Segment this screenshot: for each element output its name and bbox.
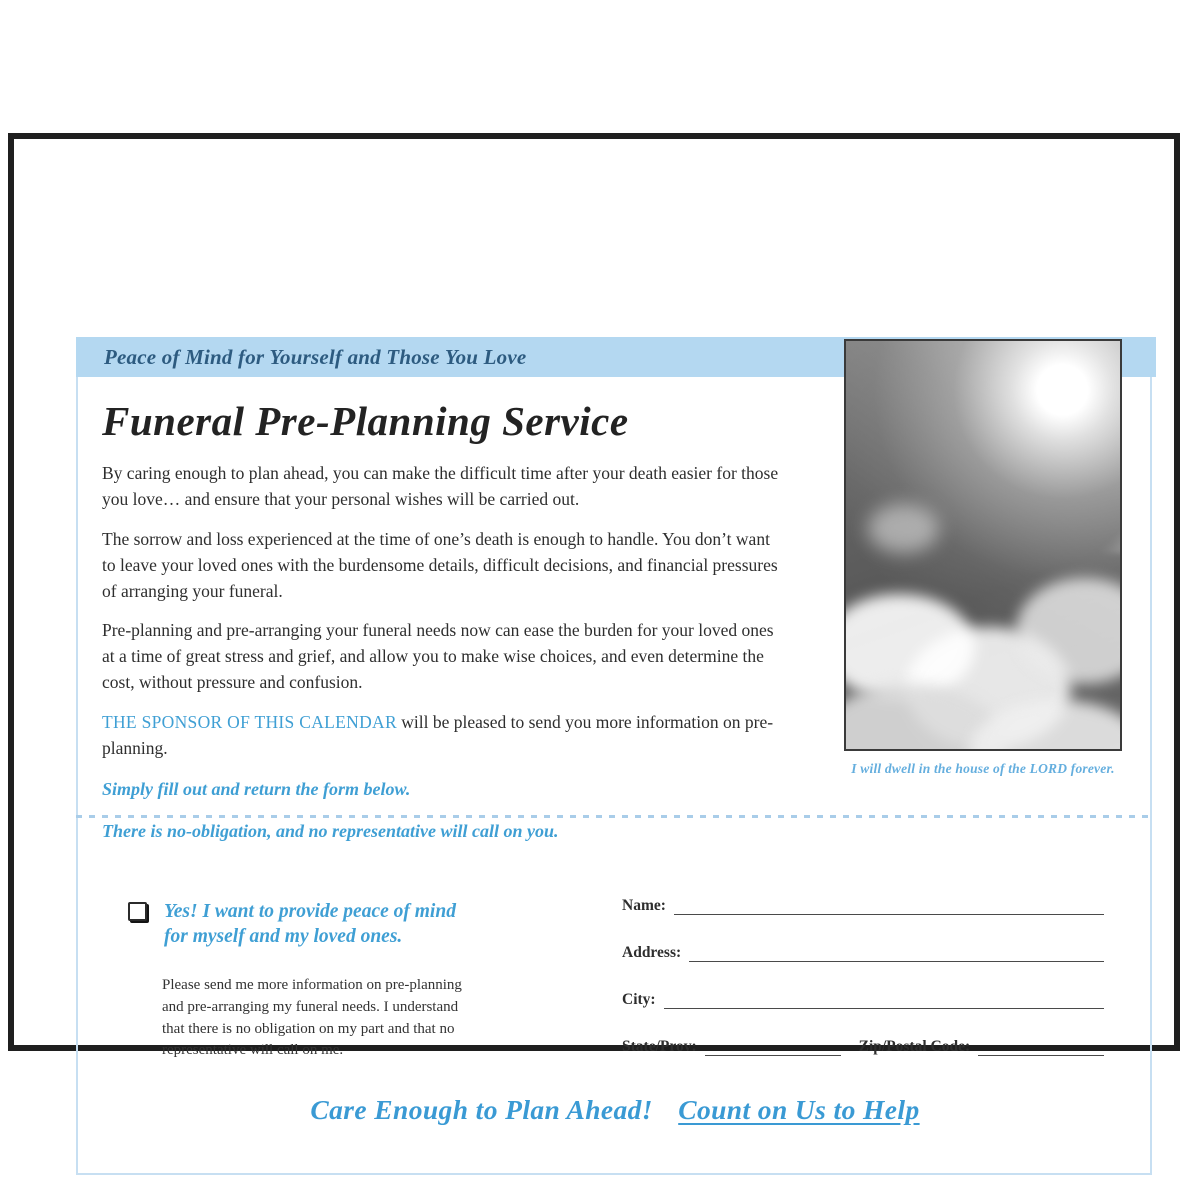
page-title: Funeral Pre-Planning Service (102, 398, 629, 444)
state-input[interactable] (705, 1036, 841, 1056)
sponsor-rest: will be pleased to send you more information on pre-planning. (102, 712, 774, 759)
footer-slogan-row (76, 1094, 1154, 1126)
dashed-tear-line (76, 815, 1154, 818)
footer-slogan: Care Enough to Plan Ahead! (310, 1094, 653, 1125)
intro-paragraph-2: The sorrow and loss experienced at the time of one’s death is enough to handle. You don’t want to leave your loved ones with the burdensome details, difficult decisions, and financial pressures of arranging your funeral. (102, 528, 778, 601)
sun-rays (1005, 339, 1122, 553)
contact-fields (622, 895, 1104, 1083)
flyer-card (8, 133, 1180, 1125)
address-label: Address: (622, 944, 682, 961)
name-input[interactable] (674, 895, 1104, 915)
zip-input[interactable] (978, 1036, 1104, 1056)
banner-tagline: Peace of Mind for Yourself and Those You Love (104, 344, 527, 369)
city-input[interactable] (664, 989, 1104, 1009)
sponsor-paragraph (102, 710, 780, 762)
field-row-city (622, 989, 1104, 1009)
field-row-name (622, 895, 1104, 915)
photo-caption: I will dwell in the house of the LORD forever. (851, 761, 1115, 776)
intro-paragraph-3: Pre-planning and pre-arranging your funeral needs now can ease the burden for your loved ones at a time of great stress and grief, and allow you to make wise choices, and even determine the cost, without pressure and confusion. (102, 620, 774, 693)
cloud-wisp (868, 504, 939, 553)
name-label: Name: (622, 897, 666, 914)
field-row-address (622, 942, 1104, 962)
intro-copy (102, 461, 780, 860)
intro-paragraph-1: By caring enough to plan ahead, you can make the difficult time after your death easier for those you love… and ensure that your personal wishes will be carried out. (102, 463, 779, 509)
form-fine-print: Please send me more information on pre-planning and pre-arranging my funeral needs. I understand that there is no obligation on my part and that no representative will call on me. (162, 977, 462, 1059)
state-label: State/Prov: (622, 1038, 697, 1055)
cta-line-1: Simply fill out and return the form below. (102, 778, 411, 799)
cta-line-2: There is no-obligation, and no representative will call on you. (102, 820, 559, 841)
city-label: City: (622, 991, 656, 1008)
sun-clouds-photo (844, 339, 1122, 751)
sponsor-highlight: THE SPONSOR OF THIS CALENDAR (102, 712, 397, 733)
yes-checkbox[interactable] (128, 902, 147, 921)
footer-help-link[interactable]: Count on Us to Help (678, 1094, 920, 1125)
yes-checkbox-label: Yes! I want to provide peace of mind for myself and my loved ones. (164, 901, 456, 948)
zip-label: Zip/Postal Code: (858, 1038, 971, 1055)
field-row-state-zip (622, 1036, 1104, 1056)
address-input[interactable] (689, 942, 1104, 962)
